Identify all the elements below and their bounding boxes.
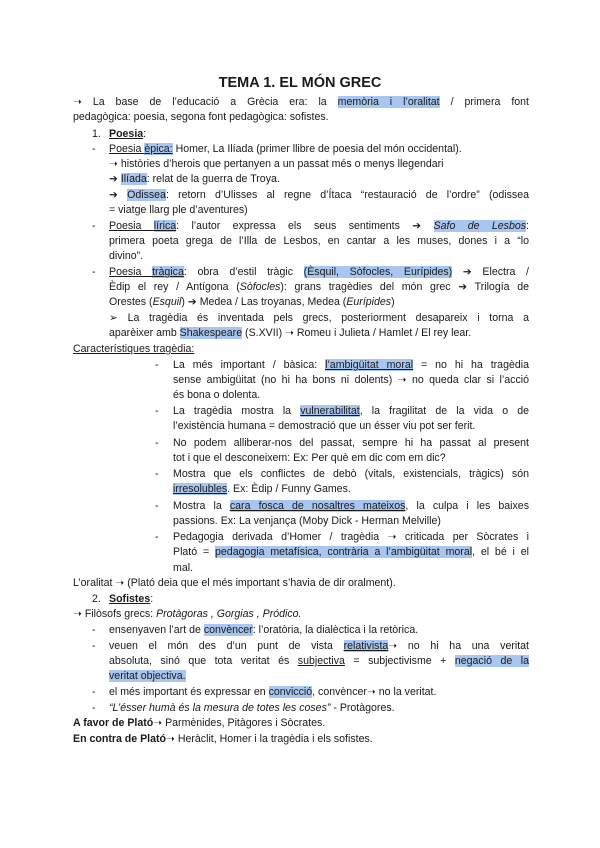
list-item-line: ➔ Ilíada: relat de la guerra de Troya. (109, 173, 280, 185)
list-item-line: aparèixer amb Shakespeare (S.XVII) ➝ Romeu i Julieta / Hamlet / El rey lear. (109, 327, 472, 339)
bullet-dash: - (155, 437, 159, 449)
list-item-line: passions. Ex: La venjança (Moby Dick - Herman Melville) (173, 515, 441, 527)
bullet-dash: - (92, 640, 96, 652)
list-item-line: l’existència humana = demostració que un ésser viu pot ser ferit. (173, 420, 476, 432)
list-item-line: ➢ La tragèdia és inventada pels grecs, posteriorment desapareix i torna a (109, 312, 529, 324)
section-heading-sofistes: Sofistes: (109, 593, 154, 605)
list-item-line: ➝ històries d’herois que pertanyen a un passat més o menys llegendari (109, 158, 444, 170)
oralitat-line: L’oralitat ➝ (Plató deia que el més important s’havia de dir oralment). (73, 577, 396, 589)
bullet-dash: - (92, 686, 96, 698)
list-item-line: tot i que el desconeixem: Ex: Per què em dic com em dic? (173, 452, 446, 464)
list-item-line: primera poeta grega de l’Illa de Lesbos, en cantar a les muses, dones i a “lo (109, 235, 529, 247)
list-item-epica: Poesia èpica: Homer, La Ilíada (primer llibre de poesia del món occidental). (109, 143, 462, 155)
list-item: La més important / bàsica: l’ambigüitat moral = no hi ha tragèdia (173, 359, 529, 371)
list-item: Pedagogia derivada d’Homer / tragèdia ➝ criticada per Sòcrates i (173, 531, 529, 543)
list-item: Mostra que els conflictes de debò (vitals, existencials, tràgics) són (173, 468, 529, 480)
bullet-dash: - (92, 143, 96, 155)
list-item: veuen el món des d’un punt de vista relativista➝ no hi ha una veritat (109, 640, 529, 652)
list-item-tragica: Poesia tràgica: obra d’estil tràgic (Èsquil, Sòfocles, Eurípides) ➔ Electra / (109, 266, 529, 278)
list-item: ensenyaven l’art de convèncer: l’oratòria, la dialèctica i la retòrica. (109, 624, 419, 636)
bullet-dash: - (155, 468, 159, 480)
list-item-line: mal. (173, 562, 194, 574)
bullet-dash: - (155, 405, 159, 417)
section-heading-caracteristiques: Característiques tragèdia: (73, 343, 195, 355)
list-item-line: és bona o dolenta. (173, 389, 261, 401)
list-item-lirica: Poesia lírica: l’autor expressa els seus sentiments ➔ Safo de Lesbos: (109, 220, 529, 232)
list-number: 2. (92, 593, 101, 605)
list-item-line: Orestes (Esquil) ➔ Medea / Las troyanas, Medea (Eurípides) (109, 296, 395, 308)
section-heading-poesia: Poesia: (109, 128, 147, 140)
list-item-line: irresolubles. Ex: Èdip / Funny Games. (173, 483, 351, 495)
list-item-line: veritat objectiva. (109, 670, 186, 682)
favor-plato-line: A favor de Plató➝ Parmènides, Pitàgores i Sòcrates. (73, 717, 326, 729)
bullet-dash: - (92, 702, 96, 714)
list-item: Mostra la cara fosca de nosaltres mateixos, la culpa i les baixes (173, 500, 530, 512)
list-item-line: Plató = pedagogia metafísica, contrària a l’ambigüitat moral, el bé i el (173, 546, 529, 558)
list-item-line: sense ambigüitat (no hi ha bons ni dolents) ➝ no queda clar si l’acció (173, 374, 529, 386)
bullet-dash: - (92, 220, 96, 232)
list-item-line: absoluta, sinó que tota veritat és subjectiva = subjectivisme + negació de la (109, 655, 529, 667)
list-item: el més important és expressar en convicció, convèncer➝ no la veritat. (109, 686, 437, 698)
highlight: memòria i l’oralitat (337, 96, 440, 108)
contra-plato-line: En contra de Plató➝ Heràclit, Homer i la tragèdia i els sofistes. (73, 733, 373, 745)
list-item-line: Èdip el rey / Antígona (Sòfocles): grans tragèdies del món grec ➔ Trilogía de (109, 281, 529, 293)
page-title: TEMA 1. EL MÓN GREC (218, 75, 382, 91)
bullet-dash: - (155, 531, 159, 543)
list-number: 1. (92, 128, 101, 140)
list-item: “L’ésser humà és la mesura de totes les coses” - Protàgores. (109, 702, 395, 714)
filosofs-line: ➝ Filòsofs grecs: Protàgoras , Gorgias , Pródico. (73, 608, 302, 620)
bullet-dash: - (92, 266, 96, 278)
list-item: No podem alliberar-nos del passat, sempre hi ha passat al present (173, 437, 529, 449)
list-item-line: ➔ Odissea: retorn d’Ulisses al regne d’Ítaca “restauració de l’ordre” (odissea (109, 189, 529, 201)
bullet-dash: - (155, 359, 159, 371)
intro-line: ➝ La base de l’educació a Grècia era: la memòria i l’oralitat / primera font (73, 96, 529, 108)
list-item-line: divino”. (109, 250, 144, 262)
list-item-line: = viatge llarg ple d’aventures) (109, 204, 248, 216)
intro-line: pedagògica: poesia, segona font pedagògica: sofistes. (73, 111, 329, 123)
bullet-dash: - (155, 500, 159, 512)
bullet-dash: - (92, 624, 96, 636)
list-item: La tragèdia mostra la vulnerabilitat, la fragilitat de la vida o de (173, 405, 529, 417)
